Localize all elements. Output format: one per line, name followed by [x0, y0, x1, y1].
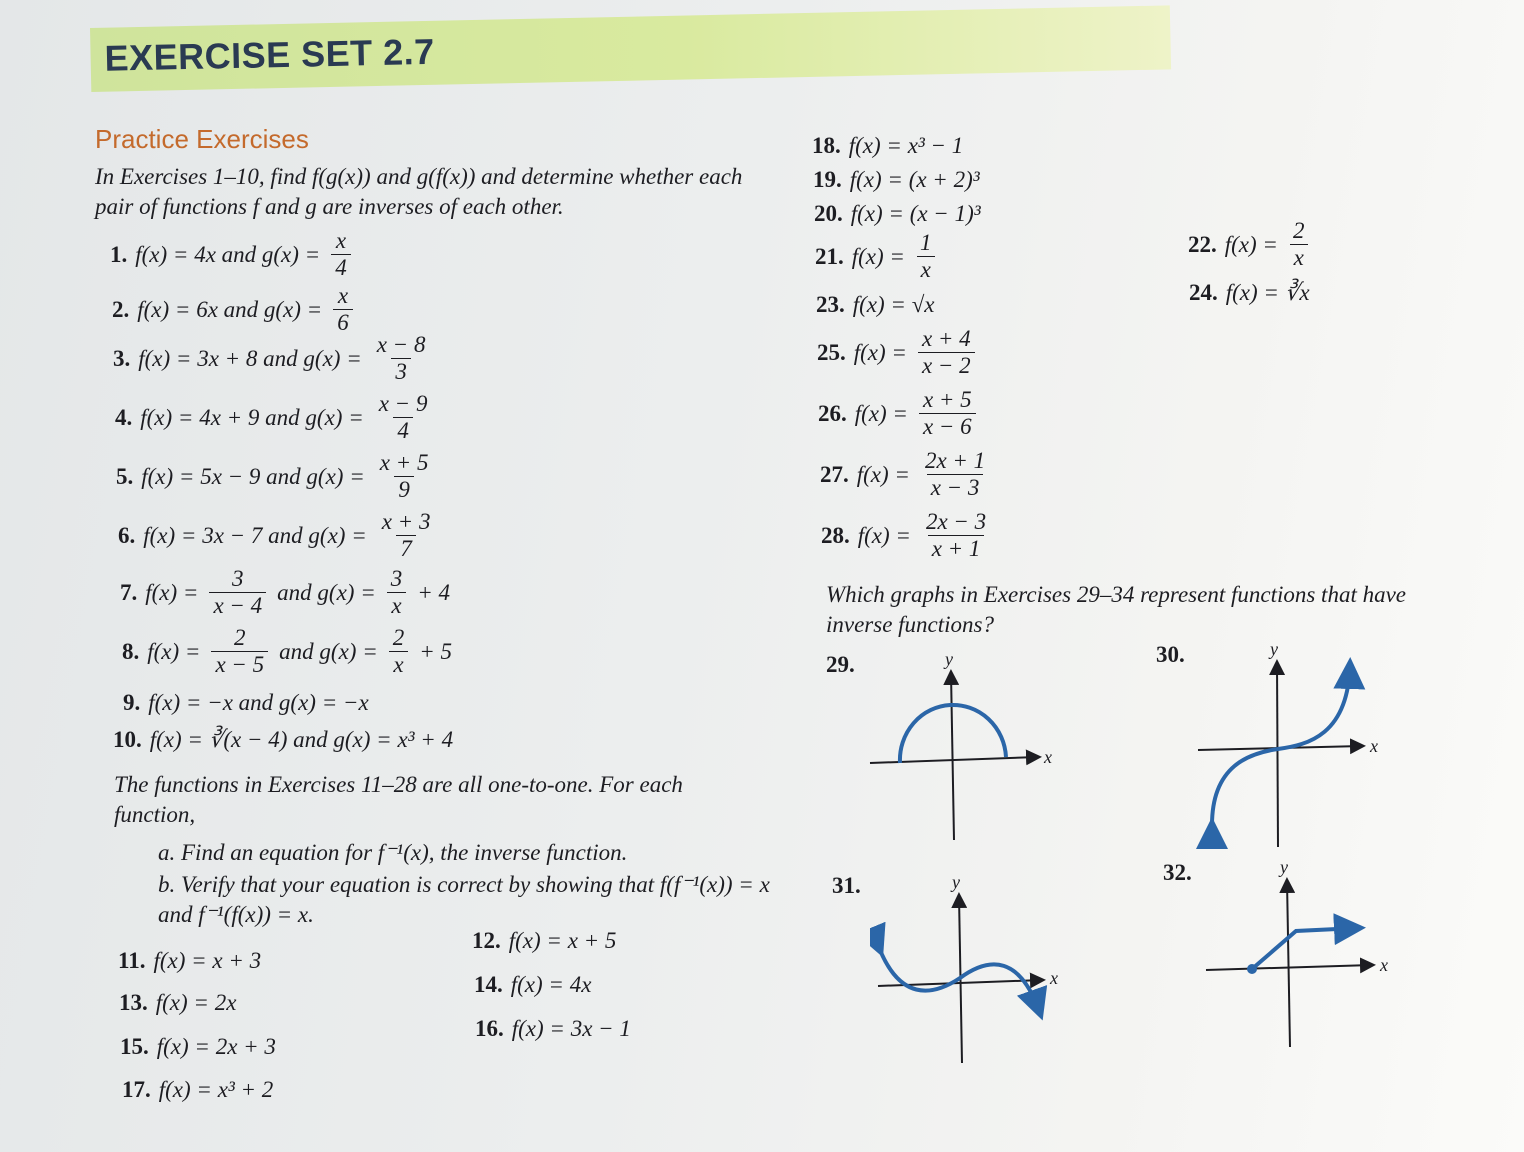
y-axis	[951, 673, 954, 840]
exercise-text: f(x) = ∛(x − 4) and g(x) = x³ + 4	[149, 727, 454, 752]
denominator: x − 4	[209, 592, 266, 619]
graph-29-label: 29.	[826, 652, 855, 677]
fraction	[375, 391, 432, 444]
exercise-number: 4.	[115, 404, 133, 430]
exercise-number: 3.	[113, 345, 131, 371]
page-title: EXERCISE SET 2.7	[104, 30, 436, 79]
x-axis-label: x	[1370, 736, 1378, 756]
exercise-text: and g(x) =	[279, 638, 378, 664]
exercise-number: 27.	[820, 461, 849, 487]
exercise-number: 10.	[113, 727, 142, 752]
denominator: x − 5	[211, 651, 268, 678]
numerator: 2x + 1	[924, 448, 986, 473]
exercise-23	[816, 292, 935, 318]
y-axis-label: y	[1270, 639, 1278, 659]
exercise-text: f(x) = x + 3	[153, 948, 262, 973]
exercise-11	[118, 948, 261, 974]
exercise-24	[1189, 280, 1310, 306]
fraction	[1289, 218, 1309, 271]
exercise-25	[817, 326, 978, 379]
exercise-number: 16.	[475, 1016, 504, 1041]
exercise-number: 6.	[118, 522, 136, 548]
fraction	[916, 230, 936, 283]
exercise-text: f(x) = 3x − 7 and g(x) =	[143, 522, 367, 548]
x-axis-label: x	[1050, 968, 1058, 988]
exercise-number: 23.	[816, 292, 845, 317]
exercise-number: 21.	[815, 243, 844, 269]
fraction	[389, 625, 409, 678]
exercise-number: 18.	[812, 133, 841, 158]
exercise-6	[118, 509, 437, 562]
numerator: 2	[234, 625, 246, 650]
exercise-text: f(x) = √x	[852, 292, 935, 317]
denominator: 3	[391, 358, 411, 385]
exercise-text: f(x) =	[851, 243, 905, 269]
x-axis-label: x	[1380, 955, 1388, 975]
exercise-number: 13.	[119, 990, 148, 1015]
piecewise-curve	[1252, 928, 1358, 969]
fraction	[331, 228, 351, 281]
fraction	[209, 566, 266, 619]
graph-30	[1190, 635, 1390, 850]
numerator: x + 3	[381, 509, 431, 534]
numerator: x	[335, 228, 347, 253]
exercise-19	[813, 167, 980, 193]
exercise-number: 5.	[116, 463, 134, 489]
exercise-15	[120, 1034, 276, 1060]
fraction	[376, 450, 433, 503]
exercise-5	[116, 450, 435, 503]
fraction	[922, 509, 990, 562]
exercise-number: 15.	[120, 1034, 149, 1059]
exercise-20	[814, 201, 981, 227]
numerator: x − 9	[378, 391, 428, 416]
exercise-number: 20.	[814, 201, 843, 226]
y-axis-label: y	[945, 649, 953, 669]
section-title: Practice Exercises	[95, 124, 309, 154]
fraction	[333, 283, 353, 336]
numerator: 3	[232, 566, 244, 591]
exercise-21	[815, 230, 938, 283]
exercise-text: f(x) =	[854, 400, 908, 426]
exercise-number: 22.	[1188, 231, 1217, 257]
denominator: x	[387, 592, 405, 619]
exercise-number: 2.	[112, 296, 130, 322]
exercise-14	[474, 972, 591, 998]
exercise-4	[115, 391, 434, 444]
denominator: 7	[396, 535, 416, 562]
exercise-text: f(x) = (x − 1)³	[850, 201, 981, 226]
numerator: 2x − 3	[925, 509, 987, 534]
denominator: x	[917, 256, 935, 283]
exercise-text: f(x) =	[1224, 231, 1278, 257]
fraction	[921, 448, 989, 501]
exercise-text: f(x) = ∛x	[1225, 280, 1310, 305]
exercise-number: 24.	[1189, 280, 1218, 305]
exercise-text: f(x) =	[856, 461, 910, 487]
exercise-10	[113, 727, 453, 753]
denominator: x + 1	[928, 535, 985, 562]
x-axis	[870, 757, 1038, 763]
endpoint-dot	[1247, 964, 1257, 974]
fraction	[918, 326, 975, 379]
exercise-text: f(x) = 4x + 9 and g(x) =	[140, 404, 364, 430]
exercise-text: f(x) = (x + 2)³	[849, 167, 980, 192]
exercise-17	[122, 1077, 273, 1103]
exercise-number: 12.	[472, 928, 501, 953]
denominator: x − 6	[919, 413, 976, 440]
exercise-8	[122, 625, 452, 678]
increasing-curve	[1212, 665, 1350, 825]
fraction	[919, 387, 976, 440]
instructions-29-34: Which graphs in Exercises 29–34 represent functions that have inverse functions?	[826, 582, 1407, 637]
exercise-26	[818, 387, 979, 440]
exercise-text: f(x) = x + 5	[508, 928, 617, 953]
numerator: x + 4	[921, 326, 971, 351]
exercise-12	[472, 928, 616, 954]
denominator: x − 2	[918, 352, 975, 379]
numerator: x + 5	[922, 387, 972, 412]
exercise-number: 8.	[122, 638, 140, 664]
graph-30-label: 30.	[1156, 642, 1185, 667]
y-axis	[1277, 663, 1278, 847]
exercise-13	[119, 990, 236, 1016]
y-axis-label: y	[952, 872, 960, 892]
exercise-text: f(x) =	[857, 522, 911, 548]
instruction-part-b: b. Verify that your equation is correct by showing that f(f⁻¹(x)) = x and f⁻¹(f(x)) = x.	[158, 872, 770, 927]
graph-32	[1200, 855, 1400, 1055]
exercise-text: f(x) =	[853, 339, 907, 365]
exercise-number: 26.	[818, 400, 847, 426]
exercise-text: f(x) = 2x	[155, 990, 237, 1015]
exercise-number: 17.	[122, 1077, 151, 1102]
exercise-text: f(x) = 2x + 3	[156, 1034, 276, 1059]
numerator: 3	[390, 566, 403, 591]
exercise-text: and g(x) =	[277, 579, 376, 605]
exercise-number: 14.	[474, 972, 503, 997]
exercise-text: f(x) = x³ − 1	[848, 133, 964, 158]
denominator: 4	[331, 254, 351, 281]
exercise-text: + 4	[417, 579, 451, 605]
denominator: 9	[394, 476, 414, 503]
exercise-2	[112, 283, 356, 336]
denominator: x	[389, 651, 407, 678]
exercise-text: f(x) = 3x − 1	[511, 1016, 631, 1041]
exercise-text: f(x) =	[145, 579, 199, 605]
fraction	[378, 509, 435, 562]
exercise-number: 7.	[120, 579, 138, 605]
exercise-text: f(x) =	[147, 638, 201, 664]
numerator: 1	[919, 230, 932, 255]
header-banner	[90, 5, 1171, 92]
exercise-number: 19.	[813, 167, 842, 192]
graph-31	[870, 868, 1070, 1068]
exercise-3	[113, 332, 432, 385]
exercise-7	[120, 566, 450, 619]
numerator: x − 8	[376, 332, 426, 357]
graph-31-label: 31.	[832, 873, 861, 898]
graph-29	[860, 645, 1070, 845]
fraction	[373, 332, 430, 385]
exercise-text: f(x) = −x and g(x) = −x	[148, 690, 369, 715]
exercise-number: 25.	[817, 339, 846, 365]
exercise-text: f(x) = 4x	[510, 972, 592, 997]
exercise-text: f(x) = 3x + 8 and g(x) =	[138, 345, 362, 371]
denominator: x	[1290, 244, 1308, 271]
instructions-11-28: The functions in Exercises 11–28 are all one-to-one. For each function,	[114, 772, 683, 827]
exercise-9	[123, 690, 369, 716]
exercise-text: f(x) = 6x and g(x) =	[137, 296, 323, 322]
instructions-1-10: In Exercises 1–10, find f(g(x)) and g(f(x)) and determine whether each pair of functions f and g are inverses of each other.	[95, 164, 743, 219]
y-axis-label: y	[1280, 857, 1288, 877]
exercise-28	[821, 509, 993, 562]
exercise-1	[110, 228, 354, 281]
exercise-text: f(x) = x³ + 2	[158, 1077, 274, 1102]
numerator: x + 5	[379, 450, 429, 475]
exercise-number: 28.	[821, 522, 850, 548]
graph-32-label: 32.	[1163, 860, 1192, 885]
numerator: 2	[1292, 218, 1305, 243]
fraction	[387, 566, 407, 619]
instruction-part-a: a. Find an equation for f⁻¹(x), the inverse function.	[158, 840, 628, 865]
numerator: x	[337, 283, 349, 308]
y-axis	[1287, 881, 1290, 1047]
exercise-number: 11.	[118, 948, 146, 973]
denominator: x − 3	[927, 474, 984, 501]
denominator: 4	[393, 417, 413, 444]
exercise-text: f(x) = 5x − 9 and g(x) =	[141, 463, 365, 489]
exercise-number: 9.	[123, 690, 141, 715]
denominator: 6	[333, 309, 353, 336]
x-axis-label: x	[1044, 747, 1052, 767]
exercise-number: 1.	[110, 241, 128, 267]
exercise-text: + 5	[419, 638, 453, 664]
exercise-16	[475, 1016, 631, 1042]
exercise-27	[820, 448, 992, 501]
exercise-22	[1188, 218, 1311, 271]
exercise-text: f(x) = 4x and g(x) =	[135, 241, 321, 267]
fraction	[211, 625, 268, 678]
exercise-18	[812, 133, 963, 159]
numerator: 2	[392, 625, 405, 650]
